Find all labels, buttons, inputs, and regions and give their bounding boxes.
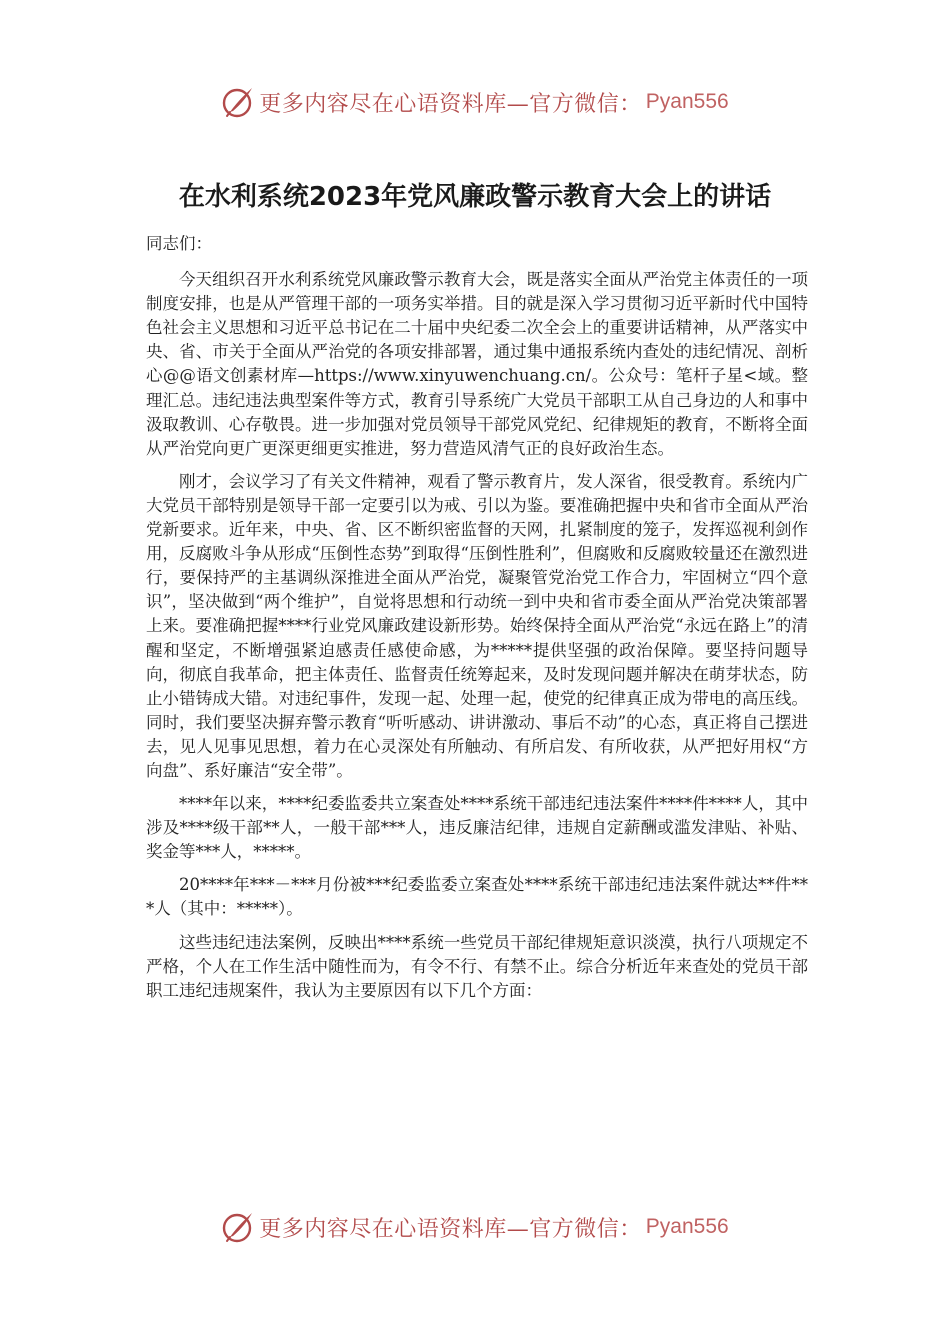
paragraph: 20****年***－***月份被***纪委监委立案查处****系统干部违纪违法案件就达**件***人（其中：*****）。 <box>146 875 808 919</box>
header-banner <box>0 80 950 124</box>
quill-logo-icon <box>221 1210 255 1244</box>
footer-banner <box>0 1205 950 1249</box>
quill-logo-icon <box>221 85 255 119</box>
document-title: 在水利系统2023年党风廉政警示教育大会上的讲话 <box>178 182 772 212</box>
paragraph: 刚才，会议学习了有关文件精神，观看了警示教育片，发人深省，很受教育。系统内广大党员干部特别是领导干部一定要引以为戒、引以为鉴。要准确把握中央和省市全面从严治党新要求。近年来，中央、省、区不断织密监督的天网，扎紧制度的笼子，发挥巡视利剑作用，反腐败斗争从形成“压倒性态势”到取得“压倒性胜利”，但腐败和反腐败较量还在激烈进行，要保持严的主基调纵深推进全面从严治党，凝聚管党治党工作合力，牢固树立“四个意识”，坚决做到“两个维护”，自觉将思想和行动统一到中央和省市委全面从严治党决策部署上来。要准确把握****行业党风廉政建设新形势。始终保持全面从严治党“永远在路上”的清醒和坚定，不断增强紧迫感责任感使命感，为*****提供坚强的政治保障。要坚持问题导向，彻底自我革命，把主体责任、监督责任统筹起来，及时发现问题并解决在萌芽状态，防止小错铸成大错。对违纪事件，发现一起、处理一起，使党的纪律真正成为带电的高压线。同时，我们要坚决摒弃警示教育“听听感动、讲讲激动、事后不动”的心态，真正将自己摆进去，见人见事见思想，着力在心灵深处有所触动、有所启发、有所收获，从严把好用权“方向盘”、系好廉洁“安全带”。 <box>146 471 808 780</box>
banner-text: 更多内容尽在心语资料库—官方微信： <box>259 91 642 117</box>
banner-text: 更多内容尽在心语资料库—官方微信： <box>259 1216 642 1242</box>
banner-wechat-id: Pyan556 <box>645 1215 729 1238</box>
salutation: 同志们： <box>146 234 212 253</box>
paragraph: 今天组织召开水利系统党风廉政警示教育大会，既是落实全面从严治党主体责任的一项制度安排，也是从严管理干部的一项务实举措。目的就是深入学习贯彻习近平新时代中国特色社会主义思想和习近平总书记在二十届中央纪委二次全会上的重要讲话精神，从严落实中央、省、市关于全面从严治党的各项安排部署，通过集中通报系统内查处的违纪情况、剖析心@@语文创素材库—https://www.xinyuwenchuang.cn/。公众号：笔杆子星<域。整理汇总。违纪违法典型案件等方式，教育引导系统广大党员干部职工从自己身边的人和事中汲取教训、心存敬畏。进一步加强对党员领导干部党风党纪、纪律规矩的教育，不断将全面从严治党向更广更深更细更实推进，努力营造风清气正的良好政治生态。 <box>146 270 808 458</box>
banner-wechat-id: Pyan556 <box>645 90 729 113</box>
document-body <box>146 232 808 1012</box>
paragraph: 这些违纪违法案例，反映出****系统一些党员干部纪律规矩意识淡漠，执行八项规定不严格，个人在工作生活中随性而为，有令不行、有禁不止。综合分析近年来查处的党员干部职工违纪违规案件，我认为主要原因有以下几个方面： <box>146 932 808 1000</box>
paragraph: ****年以来，****纪委监委共立案查处****系统干部违纪违法案件****件****人，其中涉及****级干部**人，一般干部***人，违反廉洁纪律，违规自定薪酬或滥发津贴、补贴、奖金等***人，*****。 <box>146 794 808 862</box>
